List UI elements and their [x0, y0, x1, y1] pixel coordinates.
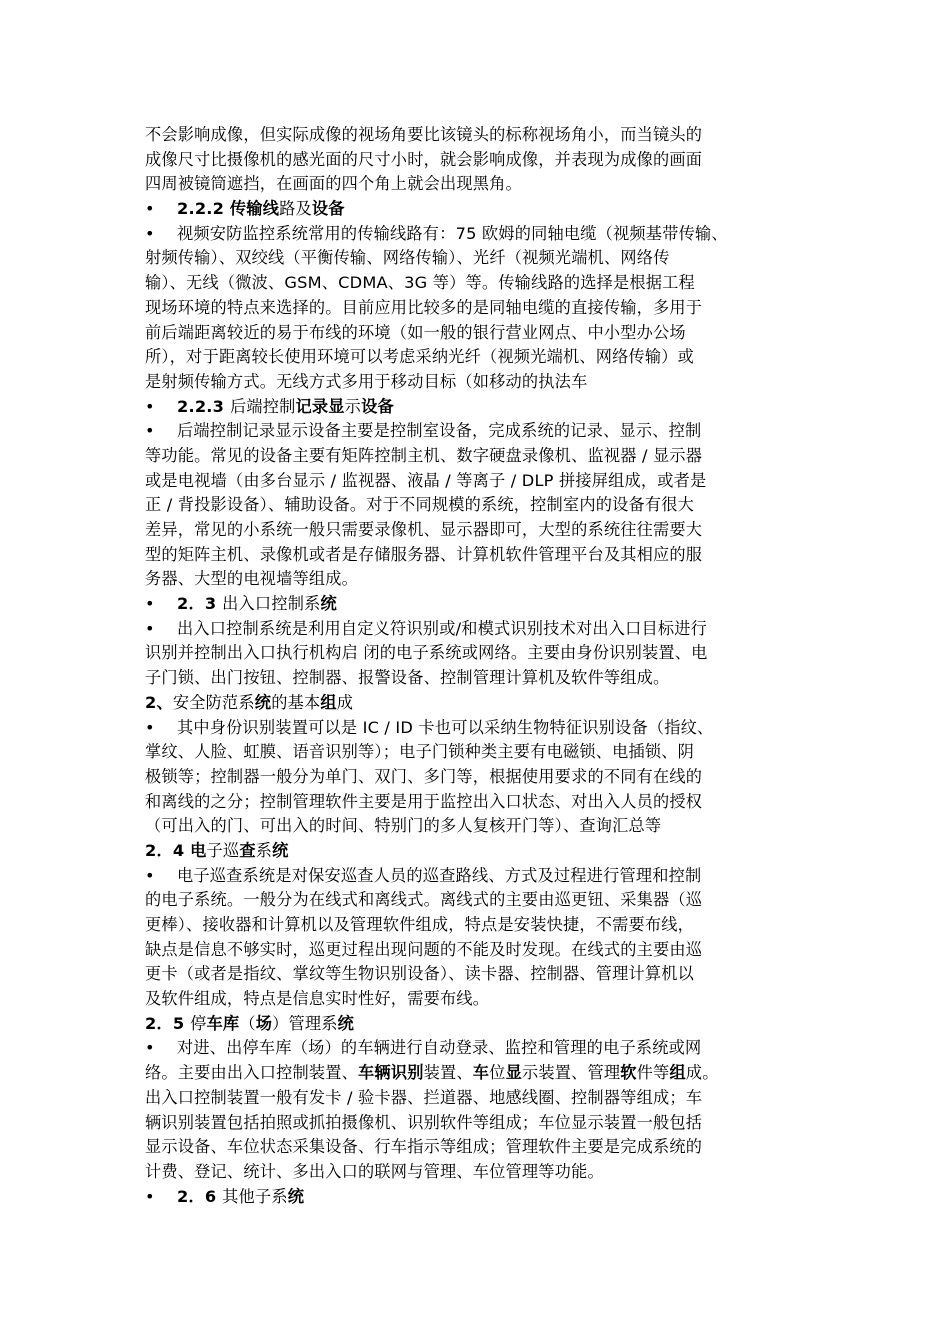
section-heading: [145, 1185, 825, 1210]
text-line: [145, 444, 825, 469]
text-run: 装置、: [423, 1063, 473, 1083]
text-run: 络。主要由出入口控制装置、: [145, 1063, 359, 1083]
text-run: 显示设备、车位状态采集设备、行车指示等组成；管理软件主要是完成系统的: [145, 1137, 703, 1157]
text-line: [145, 1012, 825, 1037]
bold-text-run: 统: [287, 1186, 305, 1206]
text-line: [145, 543, 825, 568]
bold-text-run: 2.2.2 传输线: [177, 199, 280, 219]
bold-text-run: 组: [669, 1063, 686, 1083]
text-line: [145, 938, 825, 963]
text-run: 件等: [636, 1063, 670, 1083]
text-run: 电子巡查系统是对保安巡查人员的巡查路线、方式及过程进行管理和控制: [177, 865, 702, 885]
text-run: 示: [344, 396, 362, 416]
bold-text-run: 软: [620, 1063, 637, 1083]
text-run: 掌纹、人脸、虹膜、语音识别等）；电子门锁种类主要有电磁锁、电插锁、阴: [145, 742, 695, 762]
text-line: [145, 197, 825, 222]
text-run: 系: [255, 840, 273, 860]
text-run: 出入口控制装置一般有发卡 / 验卡器、拦道器、地感线圈、控制器等组成；车: [145, 1087, 703, 1107]
paragraph: [145, 419, 825, 592]
text-run: 的电子系统。一般分为在线式和离线式。离线式的主要由巡更钮、采集器（巡: [145, 890, 703, 910]
bold-text-run: 2．6: [177, 1186, 223, 1206]
text-run: 的基本: [271, 692, 321, 712]
text-run: 务器、大型的电视墙等组成。: [145, 569, 359, 589]
text-line: [145, 987, 825, 1012]
text-line: [145, 246, 825, 271]
text-run: 不会影响成像，但实际成像的视场角要比该镜头的标称视场角小，而当镜头的: [145, 125, 703, 144]
bold-text-run: 2．3: [177, 594, 223, 614]
text-line: [145, 172, 825, 197]
section-heading: [145, 839, 825, 864]
paragraph: [145, 123, 825, 197]
text-line: [145, 592, 825, 617]
section-heading: [145, 197, 825, 222]
text-line: [145, 1036, 825, 1061]
document-body: [145, 123, 825, 1209]
text-line: [145, 370, 825, 395]
text-line: [145, 716, 825, 741]
text-line: [145, 1185, 825, 1210]
text-run: 辆识别装置包括拍照或抓拍摄像机、识别软件等组成；车位显示装置一般包括: [145, 1112, 703, 1132]
text-run: 视频安防监控系统常用的传输线路有：75 欧姆的同轴电缆（视频基带传输、: [177, 223, 728, 243]
text-line: [145, 493, 825, 518]
text-run: 后端控制: [229, 396, 296, 416]
text-run: 所），对于距离较长使用环境可以考虑采纳光纤（视频光端机、网络传输）或: [145, 347, 695, 367]
text-run: 更卡（或者是指纹、掌纹等生物识别设备）、读卡器、控制器、管理计算机以: [145, 964, 695, 984]
text-line: [145, 839, 825, 864]
text-line: [145, 691, 825, 716]
text-run: 对进、出停车库（场）的车辆进行自动登录、监控和管理的电子系统或网: [177, 1038, 702, 1058]
bold-text-run: 组: [320, 692, 337, 712]
section-heading: [145, 592, 825, 617]
bold-text-run: 统: [272, 840, 289, 860]
text-line: [145, 814, 825, 839]
bullet-marker: •: [145, 594, 155, 614]
text-run: （: [239, 1013, 256, 1033]
text-line: [145, 419, 825, 444]
bullet-marker: •: [145, 865, 155, 885]
text-line: [145, 864, 825, 889]
bullet-marker: •: [145, 223, 155, 243]
text-run: 出入口控制系统是利用自定义符识别或/和模式识别技术对出入口目标进行: [177, 618, 708, 638]
bold-text-run: 统: [337, 1013, 355, 1033]
text-run: 和离线的之分；控制管理软件主要是用于监控出入口状态、对出入人员的授权: [145, 791, 703, 811]
bold-text-run: 场: [255, 1013, 273, 1033]
paragraph: [145, 617, 825, 691]
text-run: 极锁等；控制器一般分为单门、双门、多门等，根据使用要求的不同有在线的: [145, 766, 703, 786]
text-run: 现场环境的特点来选择的。目前应用比较多的是同轴电缆的直接传输，多用于: [145, 297, 703, 317]
text-line: [145, 469, 825, 494]
text-run: 正 / 背投影设备）、辅助设备。对于不同规模的系统，控制室内的设备有很大: [145, 495, 695, 515]
text-line: [145, 222, 825, 247]
text-line: [145, 296, 825, 321]
text-line: [145, 765, 825, 790]
text-run: 等功能。常见的设备主要有矩阵控制主机、数字硬盘录像机、监视器 / 显示器: [145, 445, 703, 465]
bullet-marker: •: [145, 717, 155, 737]
section-heading: [145, 1012, 825, 1037]
text-line: [145, 567, 825, 592]
text-line: [145, 1111, 825, 1136]
text-line: [145, 518, 825, 543]
text-run: 子巡: [206, 840, 240, 860]
bold-text-run: 2．5: [145, 1013, 191, 1033]
text-line: [145, 123, 825, 148]
bullet-marker: •: [145, 396, 155, 416]
text-run: 路及: [279, 199, 312, 219]
text-line: [145, 962, 825, 987]
bullet-marker: •: [145, 1186, 155, 1206]
text-line: [145, 913, 825, 938]
text-run: 前后端距离较近的易于布线的环境（如一般的银行营业网点、中小型办公场: [145, 322, 686, 342]
text-line: [145, 1061, 825, 1086]
text-run: 型的矩阵主机、录像机或者是存储服务器、计算机软件管理平台及其相应的服: [145, 544, 703, 564]
text-line: [145, 888, 825, 913]
paragraph: [145, 716, 825, 839]
text-run: 差异，常见的小系统一般只需要录像机、显示器即可，大型的系统往往需要大: [145, 520, 703, 539]
text-run: 成。: [685, 1063, 719, 1083]
bullet-marker: •: [145, 199, 155, 219]
text-line: [145, 395, 825, 420]
bold-text-run: 车: [472, 1063, 490, 1083]
text-run: 更棒）、接收器和计算机以及管理软件组成，特点是安装快捷，不需要布线，: [145, 915, 695, 934]
section-heading: [145, 691, 825, 716]
text-run: 四周被镜筒遮挡，在画面的四个角上就会出现黑角。: [145, 174, 522, 194]
text-line: [145, 740, 825, 765]
text-run: 其中身份识别装置可以是 IC / ID 卡也可以采纳生物特征识别设备（指纹、: [177, 717, 714, 737]
text-run: 出入口控制系: [222, 594, 321, 614]
bold-text-run: 2.2.3: [177, 396, 230, 416]
paragraph: [145, 222, 825, 395]
bullet-marker: •: [145, 421, 155, 441]
text-run: 停: [190, 1013, 207, 1033]
bold-text-run: 设备: [361, 396, 394, 416]
text-line: [145, 148, 825, 173]
text-run: 成像尺寸比摄像机的感光面的尺寸小时，就会影响成像，并表现为成像的画面: [145, 149, 703, 169]
text-run: ）管理系: [272, 1013, 338, 1033]
text-line: [145, 1160, 825, 1185]
bold-text-run: 统: [320, 594, 337, 614]
text-run: 成: [336, 692, 354, 712]
text-run: 位: [489, 1063, 506, 1083]
text-run: （可出入的门、可出入的时间、特别门的多人复核开门等）、查询汇总等: [145, 816, 662, 836]
bold-text-run: 统: [254, 692, 272, 712]
text-run: 或是电视墙（由多台显示 / 监视器、液晶 / 等离子 / DLP 拼接屏组成，或者是: [145, 470, 707, 490]
text-run: 后端控制记录显示设备主要是控制室设备，完成系统的记录、显示、控制: [177, 421, 702, 441]
text-run: 其他子系: [222, 1186, 288, 1206]
text-line: [145, 790, 825, 815]
bullet-marker: •: [145, 618, 155, 638]
text-run: 射频传输）、双绞线（平衡传输、网络传输）、光纤（视频光端机、网络传: [145, 248, 670, 268]
section-heading: [145, 395, 825, 420]
bold-text-run: 2．4: [145, 840, 191, 860]
text-run: 子门锁、出门按钮、控制器、报警设备、控制管理计算机及软件等组成。: [145, 668, 670, 688]
text-run: 输）、无线（微波、GSM、CDMA、3G 等）等。传输线路的选择是根据工程: [145, 273, 695, 293]
text-run: 安全防范系: [172, 692, 255, 712]
bold-text-run: 车库: [206, 1013, 240, 1033]
paragraph: [145, 864, 825, 1012]
text-run: 缺点是信息不够实时，巡更过程出现问题的不能及时发现。在线式的主要由巡: [145, 939, 703, 959]
text-run: 及软件组成，特点是信息实时性好，需要布线。: [145, 989, 490, 1009]
text-line: [145, 666, 825, 691]
text-line: [145, 1135, 825, 1160]
bold-text-run: 查: [239, 840, 256, 860]
bold-text-run: 记录显: [295, 396, 345, 416]
text-line: [145, 641, 825, 666]
text-run: 计费、登记、统计、多出入口的联网与管理、车位管理等功能。: [145, 1161, 604, 1181]
text-line: [145, 1086, 825, 1111]
bold-text-run: 电: [190, 840, 207, 860]
paragraph: [145, 1036, 825, 1184]
text-run: 示装置、管理: [521, 1063, 621, 1083]
bold-text-run: 显: [505, 1063, 522, 1083]
text-line: [145, 617, 825, 642]
text-run: 识别并控制出入口执行机构启 闭的电子系统或网络。主要由身份识别装置、电: [145, 643, 708, 663]
text-line: [145, 345, 825, 370]
text-line: [145, 271, 825, 296]
bold-text-run: 设备: [311, 199, 345, 219]
text-run: 是射频传输方式。无线方式多用于移动目标（如移动的执法车: [145, 371, 588, 391]
bullet-marker: •: [145, 1038, 155, 1058]
bold-text-run: 2、: [145, 692, 173, 712]
text-line: [145, 321, 825, 346]
bold-text-run: 车辆识别: [358, 1063, 424, 1083]
